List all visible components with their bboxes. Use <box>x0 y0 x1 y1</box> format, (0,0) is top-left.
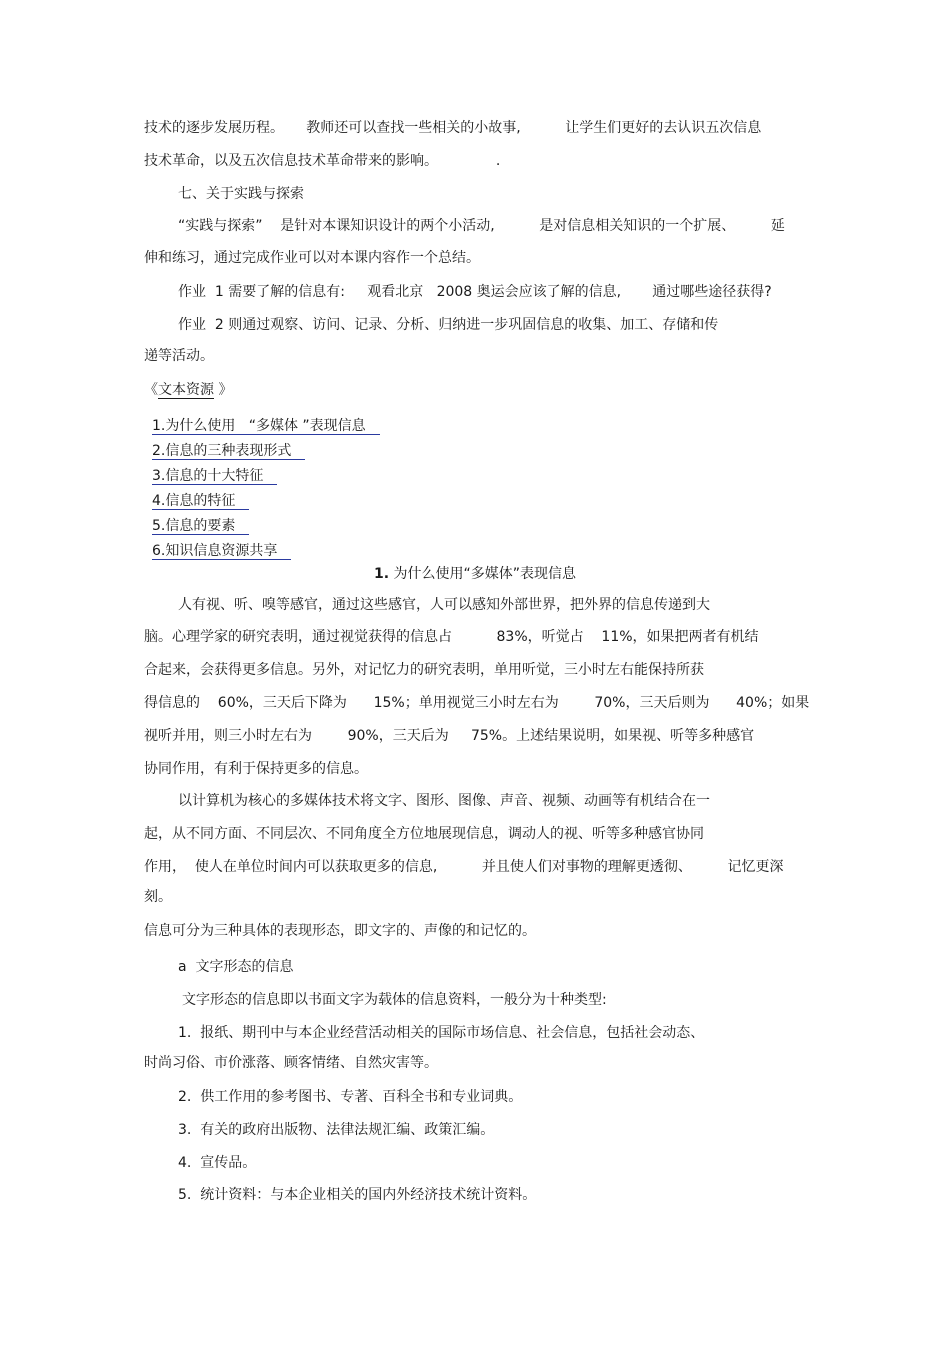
article-p2-line-4: 刻。 <box>144 889 172 905</box>
homework-2-line-2: 递等活动。 <box>144 348 214 364</box>
list-item-3: 3. 有关的政府出版物、法律法规汇编、政策汇编。 <box>178 1122 495 1138</box>
section-7-title: 七、关于实践与探索 <box>178 186 304 202</box>
subsection-a-desc: 文字形态的信息即以书面文字为载体的信息资料，一般分为十种类型: <box>182 992 607 1008</box>
article-p2-line-1: 以计算机为核心的多媒体技术将文字、图形、图像、声音、视频、动画等有机结合在一 <box>178 793 710 809</box>
article-p1-line-6: 协同作用，有利于保持更多的信息。 <box>144 761 368 777</box>
list-item-4: 4. 宣传品。 <box>178 1155 257 1171</box>
article-p1-line-2: 脑。心理学家的研究表明，通过视觉获得的信息占 83%，听觉占 11%，如果把两者有机结 <box>144 629 759 645</box>
intro-line-1: 技术的逐步发展历程。 教师还可以查找一些相关的小故事, 让学生们更好的去认识五次信息 <box>144 120 762 136</box>
section-7-para-line-2: 伸和练习，通过完成作业可以对本课内容作一个总结。 <box>144 250 480 266</box>
article-p2-line-2: 起，从不同方面、不同层次、不同角度全方位地展现信息，调动人的视、听等多种感官协同 <box>144 826 704 842</box>
article-p1-line-3: 合起来，会获得更多信息。另外，对记忆力的研究表明，单用听觉，三小时左右能保持所获 <box>144 662 704 678</box>
article-heading <box>0 564 950 584</box>
list-item-1-line-1: 1. 报纸、期刊中与本企业经营活动相关的国际市场信息、社会信息，包括社会动态、 <box>178 1025 705 1041</box>
resource-link-1[interactable]: 1.为什么使用 “多媒体 ”表现信息 <box>152 418 380 435</box>
resource-link-4[interactable]: 4.信息的特征 <box>152 493 249 510</box>
article-p1-line-5: 视听并用，则三小时左右为 90%，三天后为 75%。上述结果说明，如果视、听等多种感官 <box>144 728 755 744</box>
intro-line-2: 技术革命，以及五次信息技术革命带来的影响。 . <box>144 153 501 169</box>
article-heading-text: 为什么使用“多媒体”表现信息 <box>393 566 577 582</box>
resource-link-6[interactable]: 6.知识信息资源共享 <box>152 543 291 560</box>
homework-2-line-1: 作业 2 则通过观察、访问、记录、分析、归纳进一步巩固信息的收集、加工、存储和传 <box>178 317 719 333</box>
article-heading-number: 1. <box>373 566 390 582</box>
resource-link-2[interactable]: 2.信息的三种表现形式 <box>152 443 305 460</box>
article-p2-line-3: 作用， 使人在单位时间内可以获取更多的信息, 并且使人们对事物的理解更透彻、 记忆更深 <box>144 859 784 875</box>
article-p1-line-1: 人有视、听、嗅等感官，通过这些感官，人可以感知外部世界，把外界的信息传递到大 <box>178 597 710 613</box>
resource-link-3[interactable]: 3.信息的十大特征 <box>152 468 277 485</box>
list-item-2: 2. 供工作用的参考图书、专著、百科全书和专业词典。 <box>178 1089 523 1105</box>
subsection-a-title: a 文字形态的信息 <box>178 959 294 975</box>
homework-1: 作业 1 需要了解的信息有: 观看北京 2008 奥运会应该了解的信息, 通过哪些途径获得? <box>178 284 772 300</box>
resources-heading <box>144 380 232 400</box>
resources-open-bracket: 《 <box>144 382 158 398</box>
resources-title: 文本资源 <box>158 382 214 398</box>
article-p1-line-4: 得信息的 60%，三天后下降为 15%；单用视觉三小时左右为 70%，三天后则为 40%；如果 <box>144 695 810 711</box>
article-p3: 信息可分为三种具体的表现形态，即文字的、声像的和记忆的。 <box>144 923 536 939</box>
list-item-1-line-2: 时尚习俗、市价涨落、顾客情绪、自然灾害等。 <box>144 1055 438 1071</box>
resource-link-5[interactable]: 5.信息的要素 <box>152 518 249 535</box>
list-item-5: 5. 统计资料：与本企业相关的国内外经济技术统计资料。 <box>178 1187 537 1203</box>
section-7-para-line-1: “实践与探索” 是针对本课知识设计的两个小活动, 是对信息相关知识的一个扩展、 延 <box>178 218 785 234</box>
resources-close-bracket: 》 <box>214 382 233 398</box>
